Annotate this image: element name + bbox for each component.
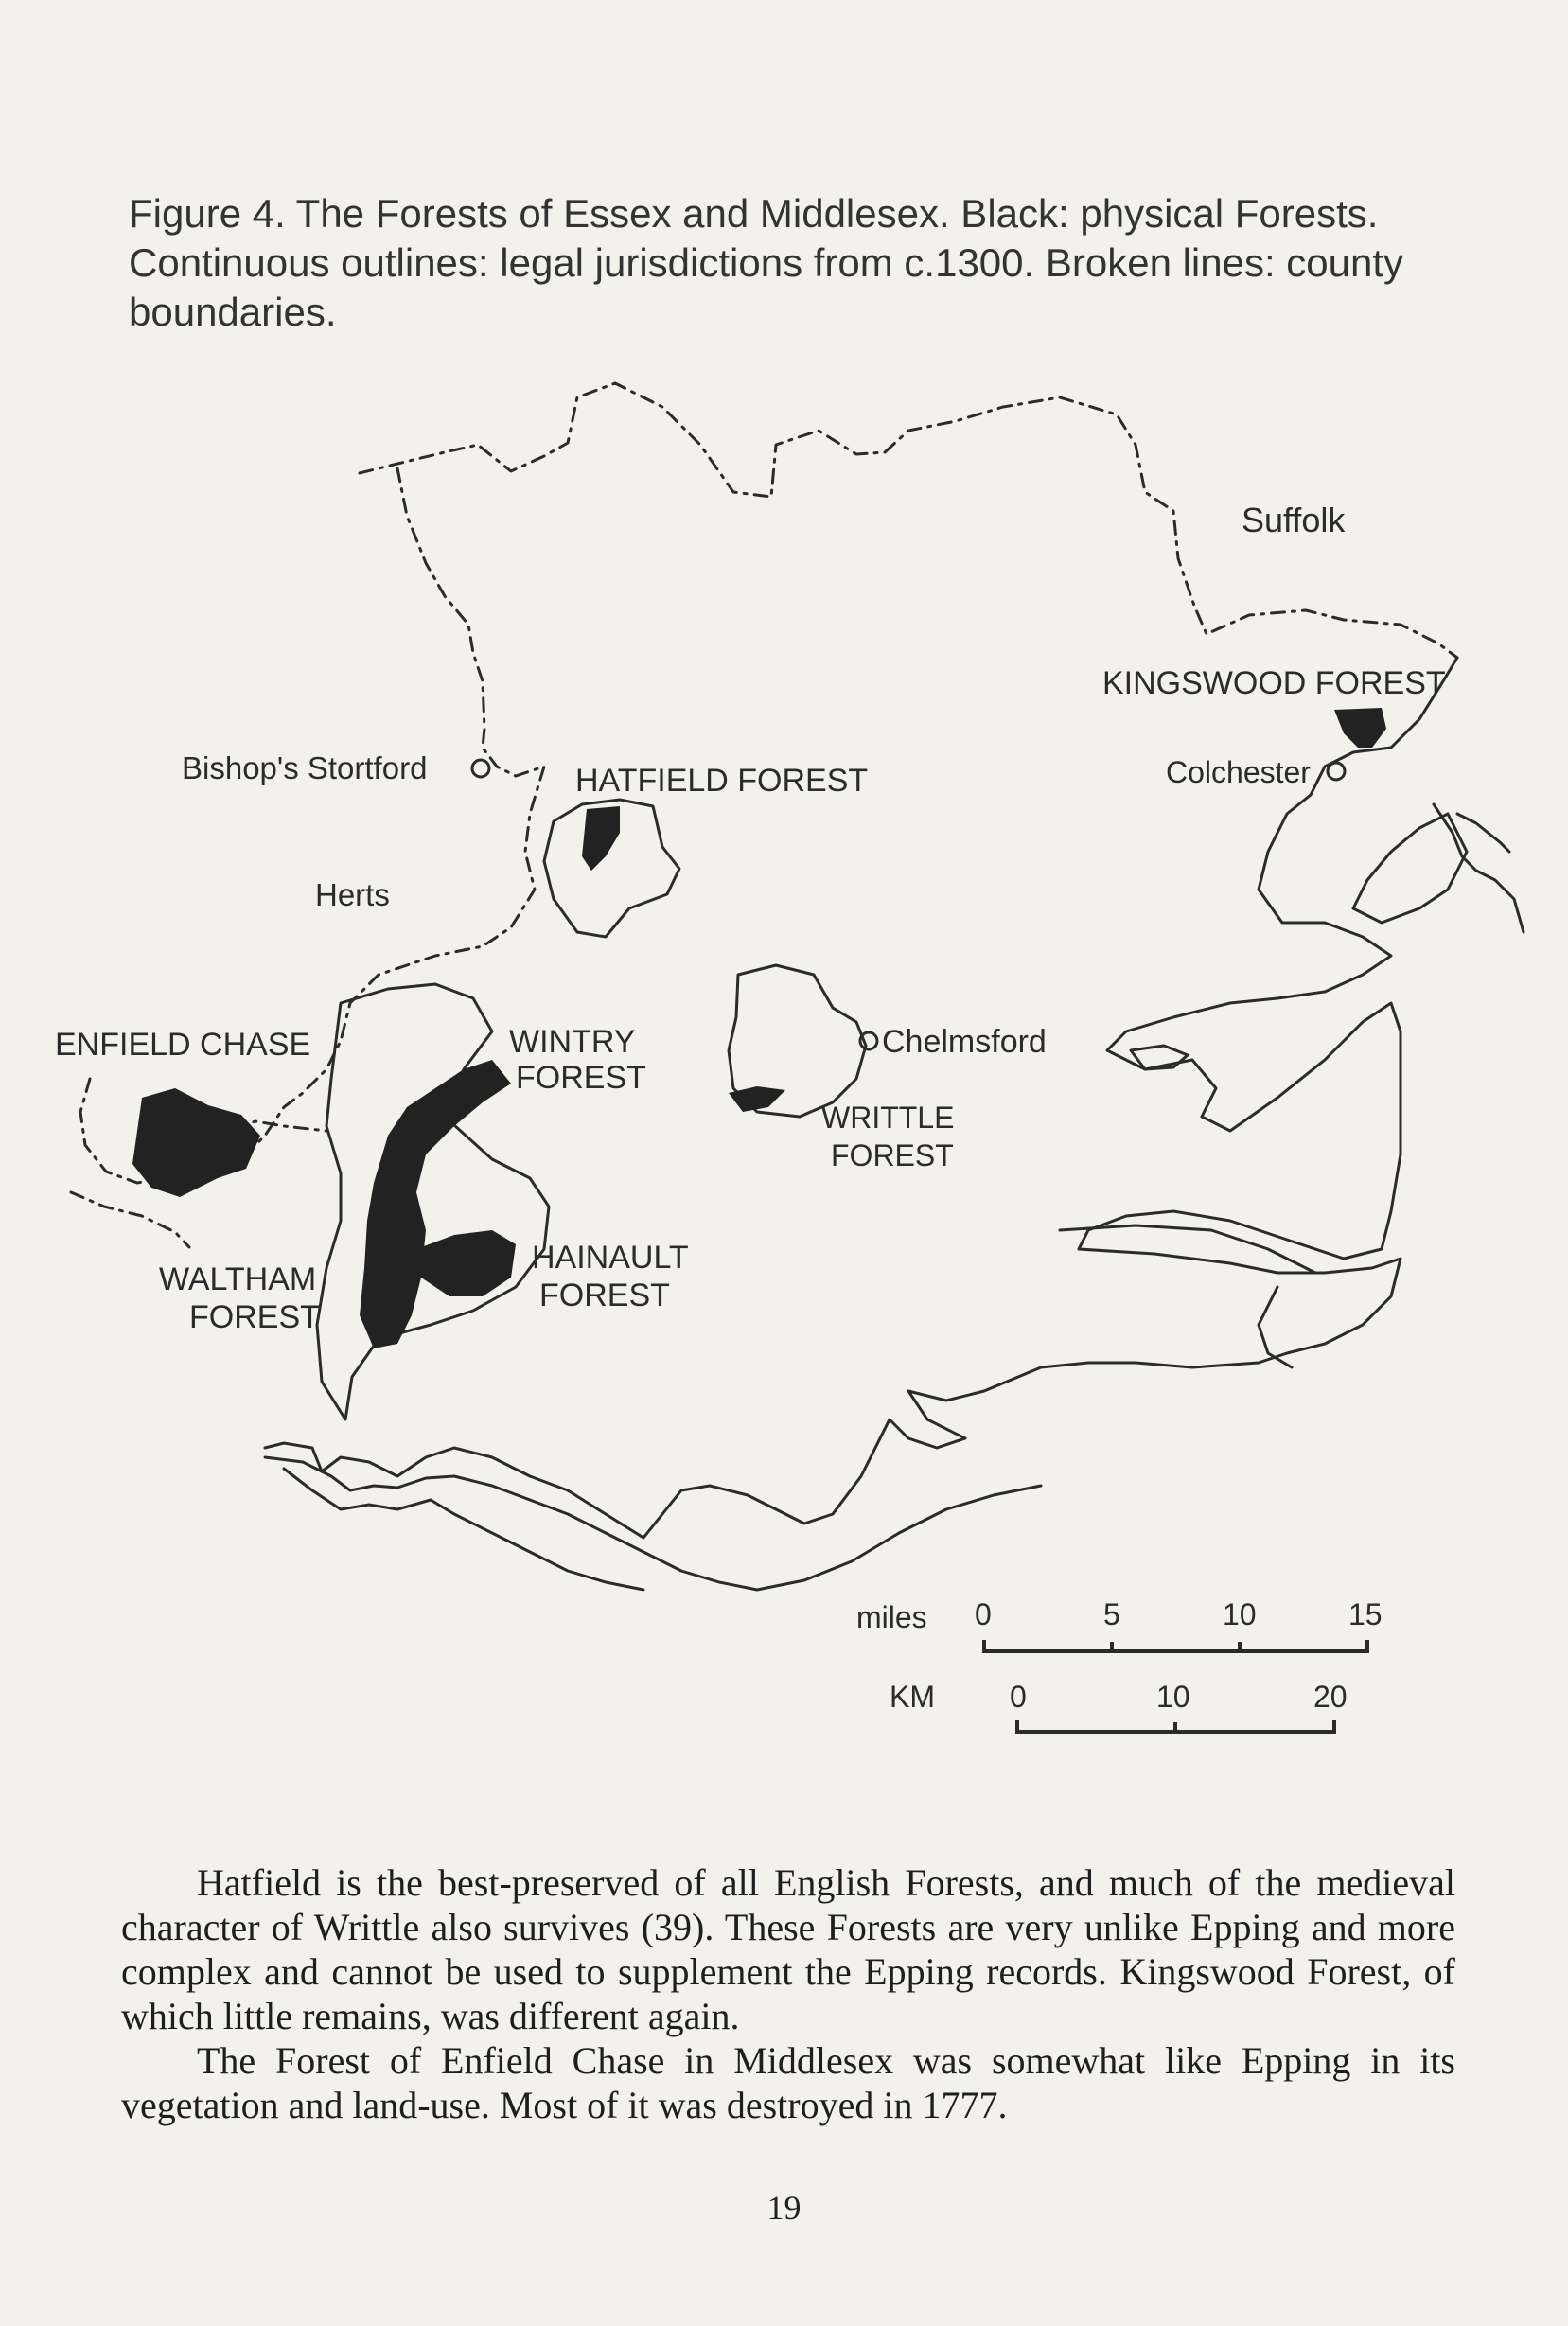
body-paragraph-1: Hatfield is the best-preserved of all English Forests, and much of the medieval character of Writtle also survives (39). These Forests are very unlike Epping and more complex and cannot be used to supplement the Epping records. Kingswood Forest, of which little remains, was different again.	[121, 1861, 1455, 2037]
label-wintry-2: FOREST	[516, 1060, 646, 1096]
label-enfield-chase: ENFIELD CHASE	[55, 1027, 311, 1063]
label-writtle-2: FOREST	[831, 1138, 954, 1172]
label-hainault-2: FOREST	[539, 1278, 670, 1313]
label-writtle-1: WRITTLE	[821, 1101, 955, 1135]
scale-bar	[856, 1597, 1383, 1734]
label-waltham-2: FOREST	[189, 1299, 320, 1335]
figure-label: Figure 4.	[129, 191, 286, 236]
label-herts: Herts	[315, 877, 390, 912]
thames-river	[265, 1457, 1041, 1590]
scale-km-label: KM	[890, 1680, 935, 1714]
label-bishops-stortford: Bishop's Stortford	[182, 750, 428, 785]
enfield-chase-physical-forest	[132, 1088, 260, 1197]
label-wintry-1: WINTRY	[509, 1024, 636, 1060]
wintry-waltham-physical-forest	[360, 1060, 511, 1348]
scale-km-tick-10: 10	[1156, 1680, 1190, 1714]
label-kingswood-forest: KINGSWOOD FOREST	[1102, 665, 1446, 701]
label-hatfield-forest: HATFIELD FOREST	[575, 763, 869, 799]
hatfield-physical-forest	[582, 806, 620, 871]
scale-miles-tick-15: 15	[1348, 1597, 1383, 1631]
scale-km-tick-0: 0	[1010, 1680, 1027, 1714]
southend-inlet	[1259, 1287, 1292, 1367]
body-paragraph-2: The Forest of Enfield Chase in Middlesex was somewhat like Epping in its vegetation and land-use. Most of it was destroyed in 1777.	[121, 2039, 1455, 2126]
figure-caption-text: The Forests of Essex and Middlesex. Black: physical Forests. Continuous outlines: legal jurisdictions from c.1300. Broken lines: county boundaries.	[129, 191, 1404, 334]
label-chelmsford: Chelmsford	[882, 1024, 1047, 1060]
label-waltham-1: WALTHAM	[159, 1261, 317, 1297]
scale-miles-tick-0: 0	[975, 1597, 992, 1631]
hainault-physical-forest	[416, 1230, 516, 1296]
colchester-marker	[1328, 763, 1345, 780]
bishops-stortford-marker	[472, 760, 489, 777]
kingswood-physical-forest	[1334, 708, 1386, 748]
label-colchester: Colchester	[1166, 755, 1311, 789]
essex-forests-map	[0, 360, 1568, 1779]
scale-miles-tick-10: 10	[1223, 1597, 1257, 1631]
thames-estuary-bank	[284, 1469, 643, 1590]
figure-caption	[129, 189, 1472, 337]
body-text	[121, 1860, 1455, 2127]
county-boundary-south	[71, 1192, 189, 1247]
scale-miles-label: miles	[856, 1600, 927, 1634]
scale-km-tick-20: 20	[1313, 1680, 1348, 1714]
label-suffolk: Suffolk	[1242, 501, 1346, 539]
label-hainault-1: HAINAULT	[532, 1240, 689, 1276]
scale-miles-tick-5: 5	[1103, 1597, 1120, 1631]
page-number: 19	[766, 2189, 802, 2227]
